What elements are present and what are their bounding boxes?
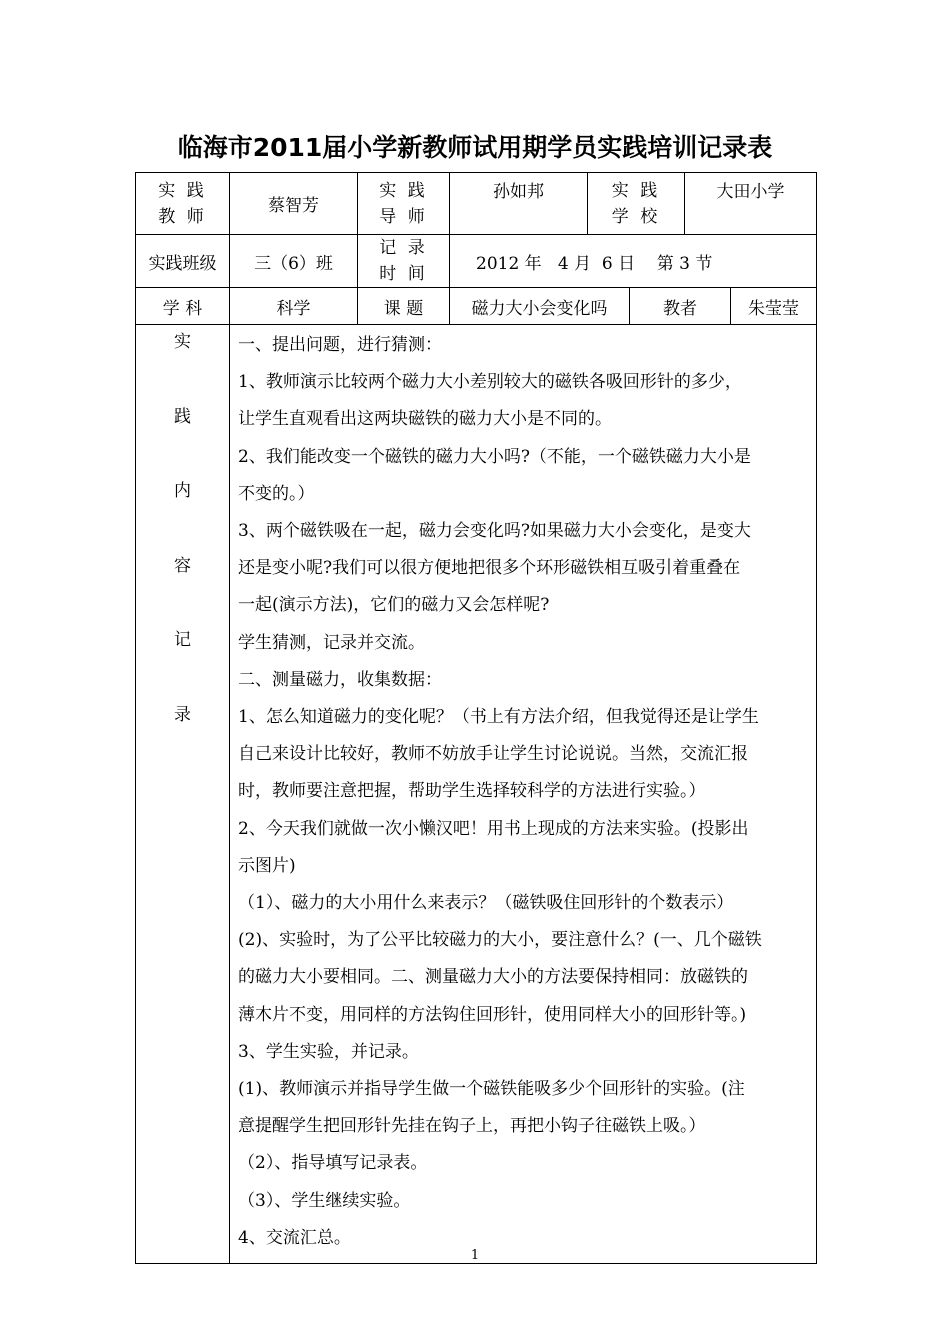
school-label-line1: 实 践	[611, 180, 661, 201]
content-line: 3、两个磁铁吸在一起，磁力会变化吗?如果磁力大小会变化，是变大	[238, 521, 751, 542]
content-line: 自己来设计比较好，教师不妨放手让学生讨论说说。当然，交流汇报	[238, 744, 748, 765]
content-line: （2）、指导填写记录表。	[238, 1153, 428, 1174]
content-line: （1）、磁力的大小用什么来表示？（磁铁吸住回形针的个数表示）	[238, 893, 734, 914]
time-value: 2012 年 4 月 6 日 第 3 节	[450, 235, 817, 288]
content-line: 薄木片不变，用同样的方法钩住回形针，使用同样大小的回形针等。)	[238, 1004, 747, 1025]
content-line: 二、测量磁力，收集数据：	[238, 669, 442, 690]
teacher-label-cell	[136, 173, 230, 235]
content-line: 让学生直观看出这两块磁铁的磁力大小是不同的。	[238, 409, 612, 430]
content-line: 学生猜测，记录并交流。	[238, 632, 425, 653]
content-line: 时，教师要注意把握，帮助学生选择较科学的方法进行实验。）	[238, 781, 706, 802]
content-line: 意提醒学生把回形针先挂在钩子上，再把小钩子往磁铁上吸。）	[238, 1116, 706, 1137]
record-label-char: 内	[174, 481, 191, 501]
content-line: 2、今天我们就做一次小懒汉吧！用书上现成的方法来实验。(投影出	[238, 818, 749, 839]
content-line: 不变的。）	[238, 483, 315, 504]
content-line: 一起(演示方法)，它们的磁力又会怎样呢?	[238, 595, 550, 616]
content-line: (1)、教师演示并指导学生做一个磁铁能吸多少个回形针的实验。(注	[238, 1079, 745, 1100]
mentor-value: 孙如邦	[450, 173, 588, 235]
teacher-label-line2: 教 师	[158, 206, 207, 227]
school-label-line2: 学 校	[611, 206, 661, 227]
time-label-line2: 时 间	[379, 264, 428, 284]
record-label-char: 容	[174, 555, 191, 576]
page-title: 临海市2011届小学新教师试用期学员实践培训记录表	[177, 133, 773, 162]
time-label-line1: 记 录	[379, 238, 428, 258]
mentor-label-line2: 导 师	[379, 206, 428, 227]
content-line: 1、教师演示比较两个磁力大小差别较大的磁铁各吸回形针的多少，	[238, 372, 742, 393]
content-line: 2、我们能改变一个磁铁的磁力大小吗?（不能，一个磁铁磁力大小是	[238, 446, 751, 467]
record-label-char: 践	[174, 406, 191, 427]
lecturer-value: 朱莹莹	[731, 288, 817, 325]
content-line: 4、交流汇总。	[238, 1227, 351, 1248]
mentor-label-cell	[358, 173, 450, 235]
record-label-char: 录	[174, 704, 191, 725]
topic-label: 课 题	[358, 288, 450, 325]
record-table	[135, 172, 817, 1264]
content-line: 一、提出问题，进行猜测：	[238, 335, 442, 355]
content-line: 1、怎么知道磁力的变化呢？（书上有方法介绍，但我觉得还是让学生	[238, 707, 759, 728]
subject-label: 学 科	[136, 288, 230, 325]
record-content	[230, 325, 817, 1264]
content-line: 还是变小呢?我们可以很方便地把很多个环形磁铁相互吸引着重叠在	[238, 558, 741, 579]
content-line: 示图片)	[238, 855, 296, 876]
school-value: 大田小学	[685, 173, 817, 235]
class-label: 实践班级	[136, 235, 230, 288]
lecturer-label: 教者	[630, 288, 731, 325]
class-value: 三（6）班	[230, 235, 358, 288]
school-label-cell	[588, 173, 685, 235]
teacher-label-line1: 实 践	[158, 180, 207, 201]
record-label-char: 实	[174, 332, 191, 352]
time-label-cell	[358, 235, 450, 288]
content-line: 3、学生实验，并记录。	[238, 1041, 419, 1062]
mentor-label-line1: 实 践	[379, 180, 428, 201]
teacher-value: 蔡智芳	[230, 173, 358, 235]
record-label-cell	[136, 325, 230, 1264]
content-line: （3）、学生继续实验。	[238, 1190, 411, 1211]
page-number: 1	[470, 1248, 480, 1263]
record-label-char: 记	[174, 630, 191, 650]
content-line: 的磁力大小要相同。二、测量磁力大小的方法要保持相同：放磁铁的	[238, 967, 748, 988]
topic-value: 磁力大小会变化吗	[450, 288, 630, 325]
subject-value: 科学	[230, 288, 358, 325]
content-line: (2)、实验时，为了公平比较磁力的大小，要注意什么？(一、几个磁铁	[238, 930, 762, 951]
